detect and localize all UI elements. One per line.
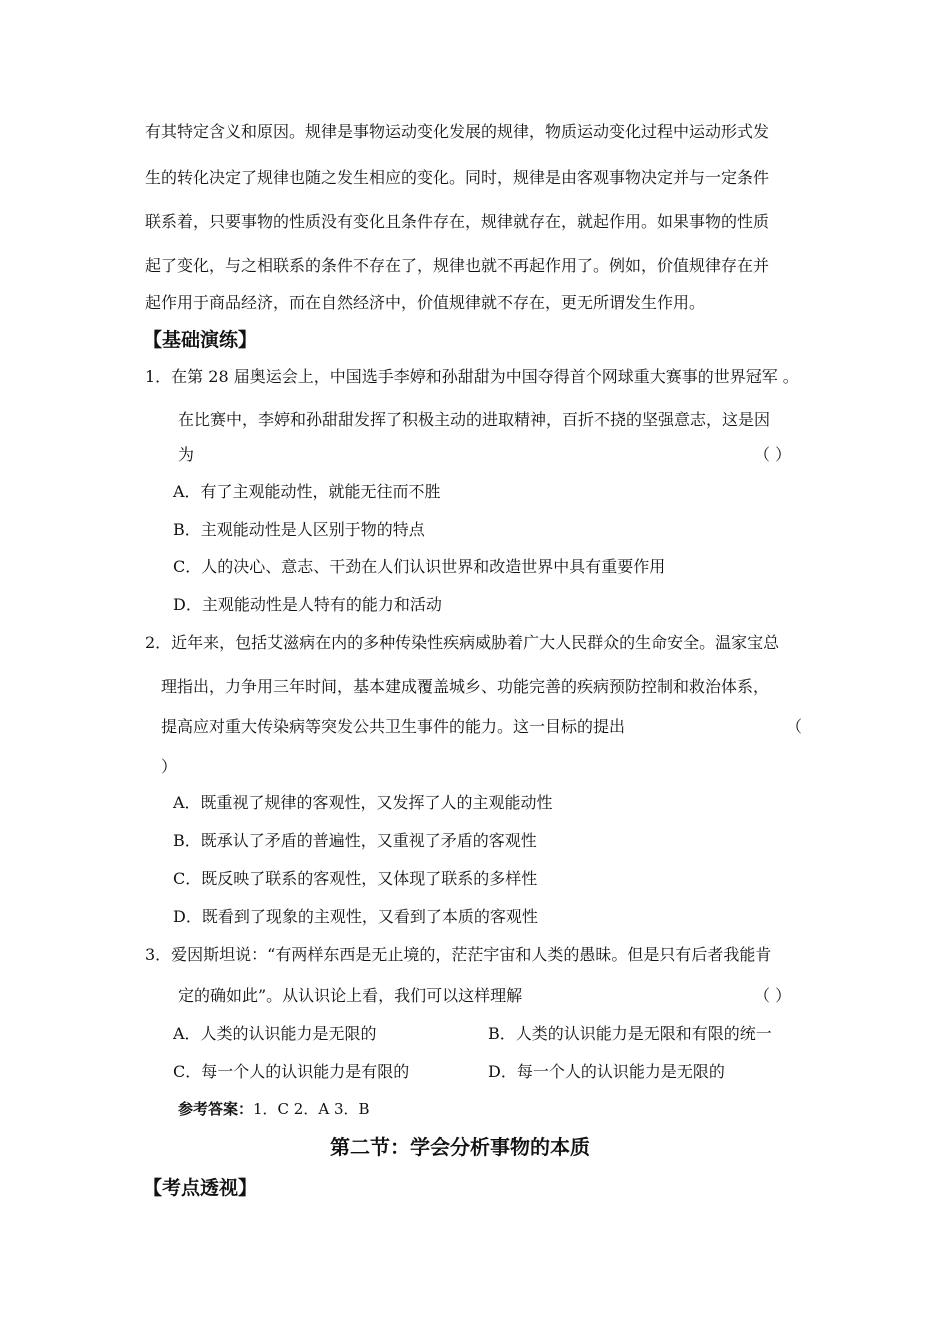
question-1-stem-line-2: 在比赛中，李婷和孙甜甜发挥了积极主动的进取精神，百折不挠的坚强意志，这是因 [178, 410, 771, 429]
question-3-option-a: A．人类的认识能力是无限的 [173, 1024, 377, 1043]
question-1-option-c: C．人的决心、意志、干劲在人们认识世界和改造世界中具有重要作用 [173, 557, 666, 576]
question-2-option-b: B．既承认了矛盾的普遍性，又重视了矛盾的客观性 [173, 831, 537, 850]
section-title: 第二节：学会分析事物的本质 [330, 1135, 590, 1159]
question-2-option-d: D．既看到了现象的主观性，又看到了本质的客观性 [173, 907, 538, 926]
reference-answers-text: 1．C 2．A 3．B [253, 1100, 370, 1118]
question-3-stem-line-2: 定的确如此”。从认识论上看，我们可以这样理解 [178, 986, 523, 1005]
question-3-option-b: B．人类的认识能力是无限和有限的统一 [488, 1024, 772, 1043]
question-3-option-d: D．每一个人的认识能力是无限的 [488, 1062, 725, 1081]
section-heading-basic-exercises: 【基础演练】 [143, 329, 258, 351]
question-1-option-d: D．主观能动性是人特有的能力和活动 [173, 595, 442, 614]
question-1-option-b: B．主观能动性是人区别于物的特点 [173, 520, 425, 539]
intro-line-3: 联系着，只要事物的性质没有变化且条件存在，规律就存在，就起作用。如果事物的性质 [145, 212, 770, 231]
question-2-option-c: C．既反映了联系的客观性，又体现了联系的多样性 [173, 869, 538, 888]
question-3-option-c: C．每一个人的认识能力是有限的 [173, 1062, 410, 1081]
intro-line-5: 起作用于商品经济，而在自然经济中，价值规律就不存在，更无所谓发生作用。 [145, 293, 706, 312]
question-3-stem-line-1: 3．爱因斯坦说：“有两样东西是无止境的，茫茫宇宙和人类的愚昧。但是只有后者我能肯 [145, 945, 772, 964]
question-2-stem-line-1: 2．近年来，包括艾滋病在内的多种传染性疾病威胁着广大人民群众的生命安全。温家宝总 [145, 633, 780, 652]
section-heading-key-points: 【考点透视】 [143, 1177, 258, 1199]
question-2-option-a: A．既重视了规律的客观性，又发挥了人的主观能动性 [173, 793, 553, 812]
reference-answers-label: 参考答案： [178, 1100, 254, 1118]
intro-line-2: 生的转化决定了规律也随之发生相应的变化。同时，规律是由客观事物决定并与一定条件 [145, 168, 770, 187]
question-1-answer-blank: （ ） [754, 445, 792, 464]
intro-line-4: 起了变化，与之相联系的条件不存在了，规律也就不再起作用了。例如，价值规律存在并 [145, 256, 770, 275]
question-1-stem-line-1: 1．在第 28 届奥运会上，中国选手李婷和孙甜甜为中国夺得首个网球重大赛事的世界冠军 。 [145, 367, 799, 386]
question-3-answer-blank: （ ） [754, 986, 792, 1005]
reference-answers [178, 1099, 370, 1119]
intro-line-1: 有其特定含义和原因。规律是事物运动变化发展的规律，物质运动变化过程中运动形式发 [145, 122, 770, 141]
question-2-stem-line-2: 理指出，力争用三年时间，基本建成覆盖城乡、功能完善的疾病预防控制和救治体系， [161, 677, 770, 696]
question-2-answer-blank-open: （ [786, 717, 803, 736]
question-1-stem-line-3: 为 [178, 445, 195, 464]
question-2-stem-line-3: 提高应对重大传染病等突发公共卫生事件的能力。这一目标的提出 [161, 717, 626, 736]
question-1-option-a: A．有了主观能动性，就能无往而不胜 [173, 482, 441, 501]
question-2-answer-blank-close: ） [161, 757, 178, 776]
